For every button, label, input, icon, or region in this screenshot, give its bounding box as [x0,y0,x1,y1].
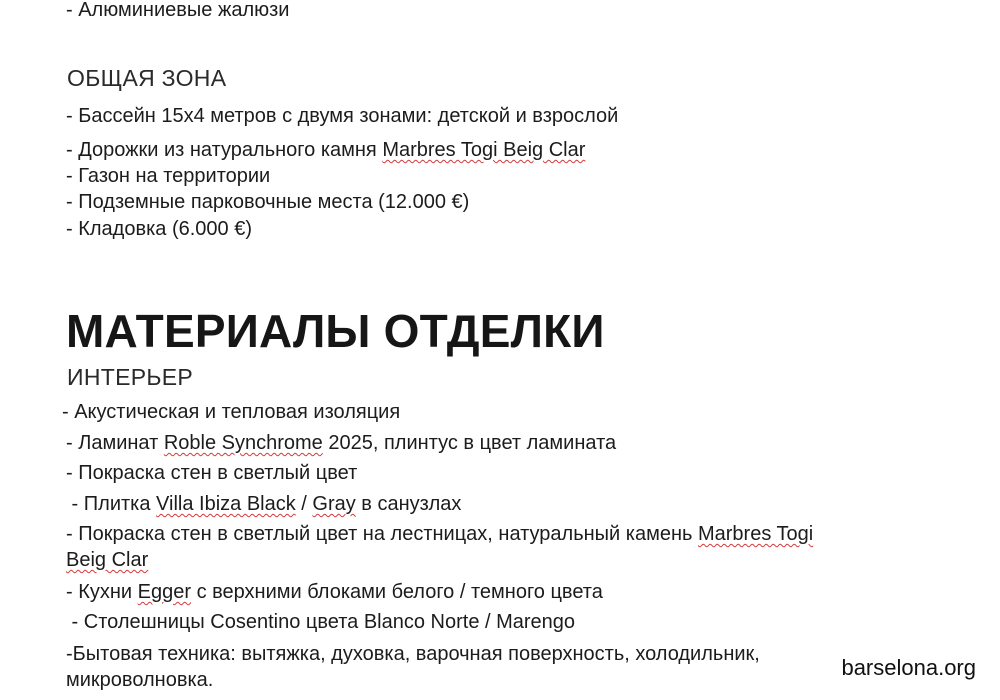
list-item-laminate [66,431,616,455]
tile-separator: / [295,493,313,515]
list-item-stone-paths [66,138,585,162]
section-title-common-zone: ОБЩАЯ ЗОНА [67,65,227,91]
list-item-countertops: - Столешницы Cosentino цвета Blanco Norte / Marengo [66,611,576,633]
list-item-parking: - Подземные парковочные места (12.000 €) [66,191,470,213]
stone-paths-text: - Дорожки из натурального камня [66,139,383,161]
tile-gray: Gray [312,493,356,515]
kitchen-prefix: - Кухни [66,581,138,603]
kitchen-suffix: с верхними блоками белого / темного цвета [191,581,603,603]
list-item-aluminum-blinds: - Алюминиевые жалюзи [66,0,290,21]
laminate-prefix: - Ламинат [66,432,164,454]
list-item-appliances-cont: микроволновка. [66,669,214,691]
kitchen-brand: Egger [137,581,192,603]
heading-finishing-materials: МАТЕРИАЛЫ ОТДЕЛКИ [66,305,605,357]
list-item-storage: - Кладовка (6.000 €) [66,218,252,240]
tile-brand: Villa Ibiza Black [156,493,296,515]
tile-suffix: в санузлах [355,493,462,515]
list-item-pool: - Бассейн 15х4 метров с двумя зонами: детской и взрослой [66,105,619,127]
stone-brand: Marbres Togi Beig Clar [382,139,586,161]
list-item-stairs-cont [66,548,148,572]
list-item-lawn: - Газон на территории [66,165,271,187]
list-item-insulation: - Акустическая и тепловая изоляция [62,401,401,423]
stairs-brand-1: Marbres Togi [697,523,814,545]
list-item-kitchen [66,580,603,604]
laminate-suffix: 2025, плинтус в цвет ламината [322,432,617,454]
list-item-wall-paint: - Покраска стен в светлый цвет [66,462,358,484]
list-item-appliances: -Бытовая техника: вытяжка, духовка, варочная поверхность, холодильник, [66,643,760,665]
list-item-tiles [66,492,461,516]
tile-prefix: - Плитка [66,493,157,515]
stairs-brand-2: Beig Clar [66,549,149,571]
section-title-interior: ИНТЕРЬЕР [67,364,194,390]
list-item-stairs [66,522,813,546]
watermark-site: barselona.org [841,655,976,680]
laminate-brand: Roble Synchrome [163,432,323,454]
stairs-prefix: - Покраска стен в светлый цвет на лестницах, натуральный камень [66,523,698,545]
